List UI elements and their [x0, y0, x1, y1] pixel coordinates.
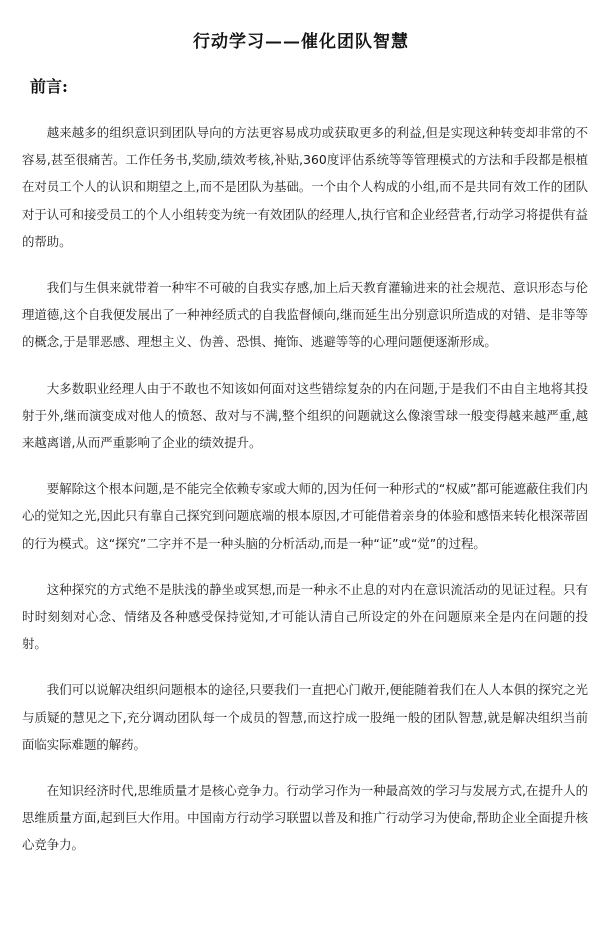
preface-heading: 前言:: [30, 77, 68, 96]
paragraph: 大多数职业经理人由于不敢也不知该如何面对这些错综复杂的内在问题,于是我们不由自主地将其投射于外,继而演变成对他人的愤怒、敌对与不满,整个组织的问题就这么像滚雪球一般变得越来越严重,越来越离谱,从而严重影响了企业的绩效提升。: [22, 380, 588, 451]
paragraph: 这种探究的方式绝不是肤浅的静坐或冥想,而是一种永不止息的对内在意识流活动的见证过程。只有时时刻刻对心念、情绪及各种感受保持觉知,才可能认清自己所设定的外在问题原来全是内在问题的投射。: [22, 581, 588, 652]
paragraph: 越来越多的组织意识到团队导向的方法更容易成功或获取更多的利益,但是实现这种转变却非常的不容易,甚至很痛苦。工作任务书,奖励,绩效考核,补贴,360度评估系统等等管理模式的方法和手段都是根植在对员工个人的认识和期望之上,而不是团队为基础。一个由个人构成的小组,而不是共同有效工作的团队对于认可和接受员工的个人小组转变为统一有效团队的经理人,执行官和企业经营者,行动学习将提供有益的帮助。: [22, 125, 588, 249]
paragraph: 在知识经济时代,思维质量才是核心竞争力。行动学习作为一种最高效的学习与发展方式,在提升人的思维质量方面,起到巨大作用。中国南方行动学习联盟以普及和推广行动学习为使命,帮助企业全面提升核心竞争力。: [22, 783, 588, 853]
paragraph: 我们可以说解决组织问题根本的途径,只要我们一直把心门敞开,便能随着我们在人人本俱的探究之光与质疑的慧见之下,充分调动团队每一个成员的智慧,而这拧成一股绳一般的团队智慧,就是解决组织当前面临实际难题的解药。: [22, 682, 588, 752]
paragraph: 我们与生俱来就带着一种牢不可破的自我实存感,加上后天教育灌输进来的社会规范、意识形态与伦理道德,这个自我便发展出了一种神经质式的自我监督倾向,继而延生出分别意识所造成的对错、是非等等的概念,于是罪恶感、理想主义、伪善、恐惧、掩饰、逃避等等的心理问题便逐渐形成。: [22, 280, 588, 350]
document-body: [22, 119, 588, 859]
document-title: 行动学习——催化团队智慧: [193, 32, 409, 52]
paragraph: 要解除这个根本问题,是不能完全依赖专家或大师的,因为任何一种形式的“权威”都可能遮蔽住我们内心的觉知之光,因此只有靠自己探究到问题底端的根本原因,才可能借着亲身的体验和感悟来转化根深蒂固的行为模式。这“探究”二字并不是一种头脑的分析活动,而是一种“证”或“觉”的过程。: [22, 481, 588, 551]
